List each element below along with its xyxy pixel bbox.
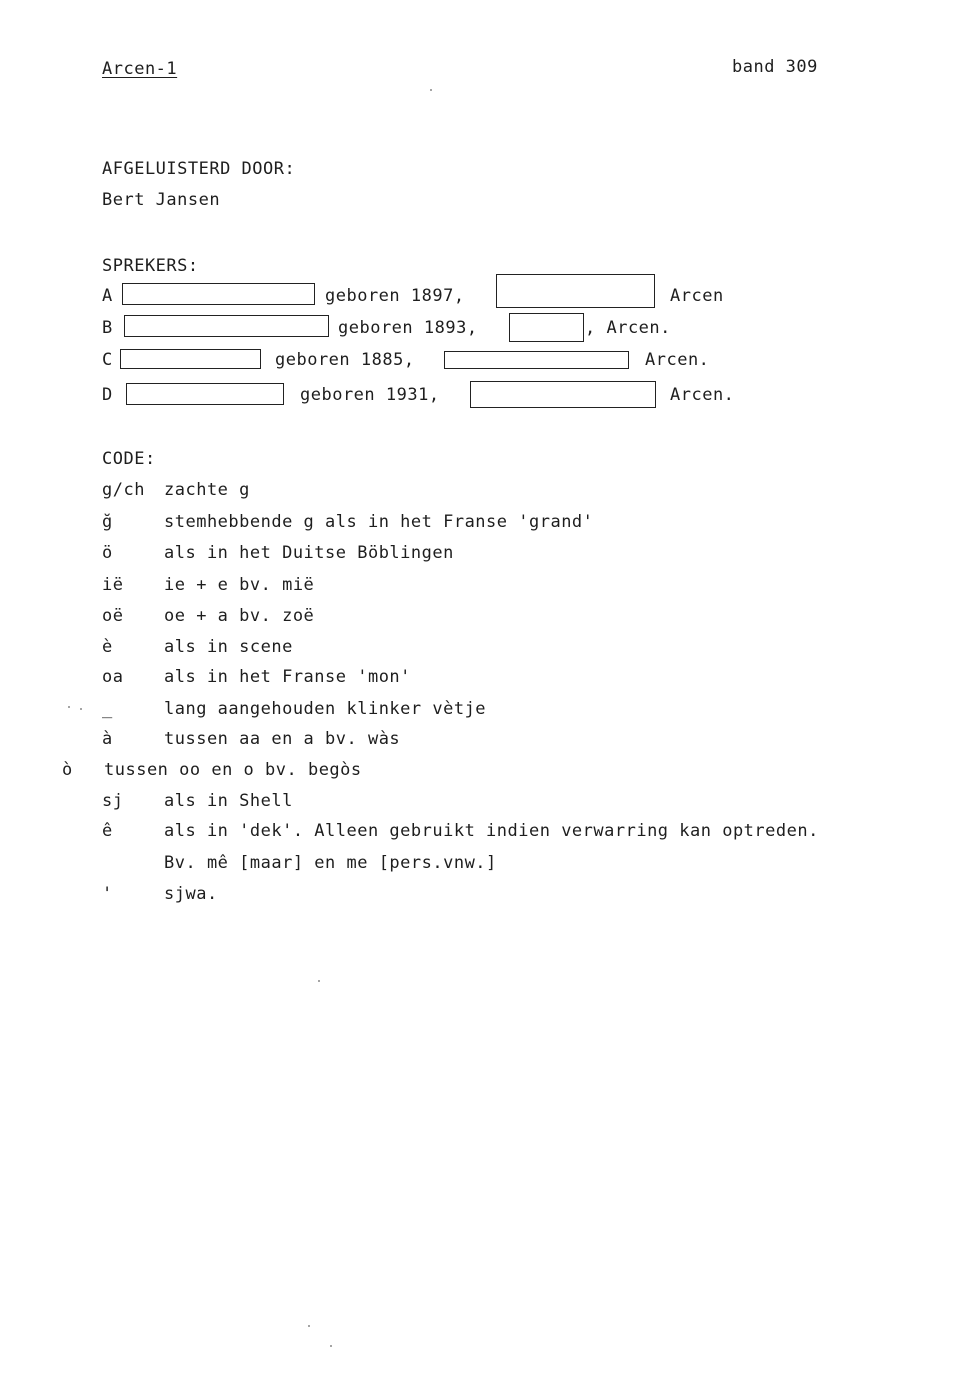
code-symbol: ö: [102, 543, 113, 563]
code-description: sjwa.: [164, 884, 218, 904]
scan-speck: [330, 1345, 332, 1347]
speaker-letter: D: [102, 385, 113, 405]
speaker-letter: B: [102, 318, 113, 338]
speaker-birth: geboren 1931,: [300, 385, 440, 405]
code-symbol: à: [102, 729, 113, 749]
code-description: als in het Franse 'mon': [164, 667, 411, 687]
code-description: tussen aa en a bv. wàs: [164, 729, 401, 749]
speaker-place: Arcen.: [670, 385, 735, 405]
redacted-info-box: [444, 351, 629, 369]
speakers-label: SPREKERS:: [102, 256, 199, 276]
code-symbol: sj: [102, 791, 124, 811]
scan-speck: [430, 89, 432, 91]
scan-speck: [308, 1325, 310, 1327]
code-symbol: è: [102, 637, 113, 657]
code-symbol: oë: [102, 606, 124, 626]
speaker-birth: geboren 1885,: [275, 350, 415, 370]
speaker-place: Arcen.: [645, 350, 710, 370]
code-symbol: _: [102, 699, 113, 719]
code-description: Bv. mê [maar] en me [pers.vnw.]: [164, 853, 497, 873]
speaker-place: Arcen: [670, 286, 724, 306]
code-description: tussen oo en o bv. begòs: [104, 760, 362, 780]
redacted-info-box: [509, 313, 584, 342]
code-symbol: ië: [102, 575, 124, 595]
document-id: Arcen-1: [102, 59, 178, 79]
speaker-letter: A: [102, 286, 113, 306]
redacted-name-box: [120, 349, 261, 369]
redacted-name-box: [124, 315, 329, 337]
listener-name: Bert Jansen: [102, 190, 221, 210]
code-description: als in het Duitse Böblingen: [164, 543, 454, 563]
scan-speck: [318, 980, 320, 982]
code-description: stemhebbende g als in het Franse 'grand': [164, 512, 594, 532]
speaker-place: , Arcen.: [585, 318, 671, 338]
code-description: als in Shell: [164, 791, 293, 811]
code-description: als in scene: [164, 637, 293, 657]
redacted-info-box: [496, 274, 655, 308]
code-description: lang aangehouden klinker vètje: [164, 699, 487, 719]
code-symbol: ğ: [102, 512, 113, 532]
code-description: oe + a bv. zoë: [164, 606, 315, 626]
scan-speck: [68, 706, 70, 708]
code-symbol: g/ch: [102, 480, 145, 500]
listened-by-label: AFGELUISTERD DOOR:: [102, 159, 296, 179]
scan-speck: [80, 708, 82, 710]
code-description: zachte g: [164, 480, 250, 500]
code-symbol: ò: [62, 760, 73, 780]
speaker-birth: geboren 1897,: [325, 286, 465, 306]
code-symbol: ê: [102, 821, 113, 841]
code-label: CODE:: [102, 449, 156, 469]
code-symbol: oa: [102, 667, 124, 687]
tape-number: band 309: [732, 57, 818, 77]
redacted-name-box: [126, 383, 284, 405]
code-description: ie + e bv. mië: [164, 575, 315, 595]
speaker-letter: C: [102, 350, 113, 370]
redacted-name-box: [122, 283, 315, 305]
code-symbol: ': [102, 884, 113, 904]
redacted-info-box: [470, 381, 656, 408]
speaker-birth: geboren 1893,: [338, 318, 478, 338]
code-description: als in 'dek'. Alleen gebruikt indien verwarring kan optreden.: [164, 821, 819, 841]
